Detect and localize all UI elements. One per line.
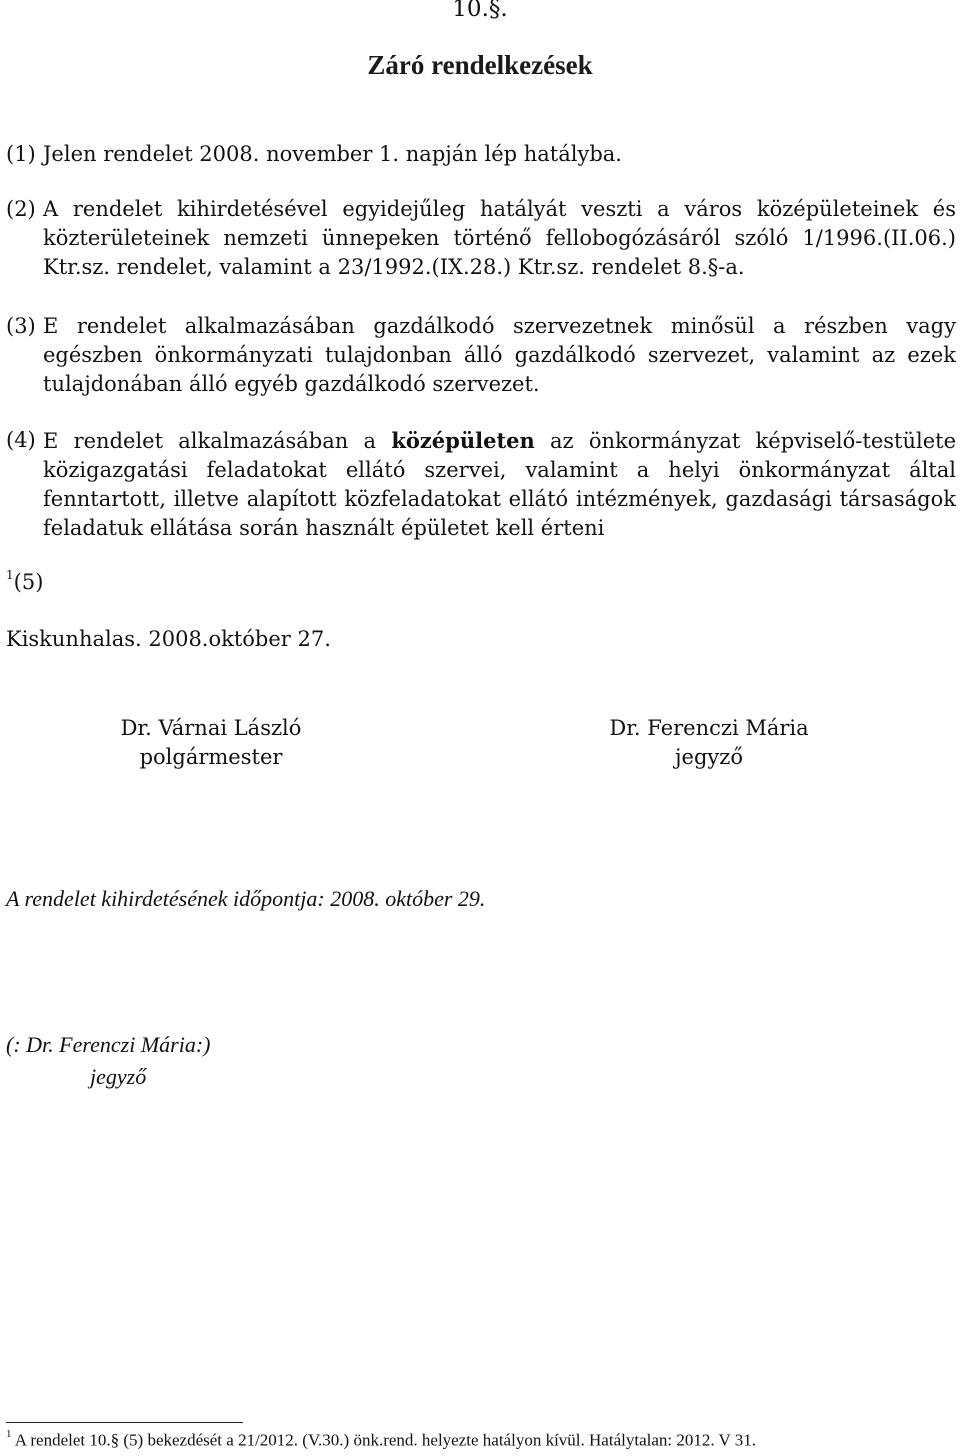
footnote bbox=[6, 1430, 756, 1451]
footnote-marker: 1 bbox=[6, 1428, 12, 1440]
signatory-title: polgármester bbox=[139, 745, 283, 769]
signatory-title: jegyző bbox=[675, 745, 743, 769]
paragraph-number: (4) bbox=[6, 428, 36, 452]
paragraph-4 bbox=[6, 426, 956, 543]
copy-signatory-title: jegyző bbox=[90, 1064, 147, 1089]
defined-term: középületen bbox=[391, 428, 535, 453]
paragraph-number: (2) bbox=[6, 197, 36, 221]
paragraph-number: (5) bbox=[13, 570, 44, 594]
paragraph-text: A rendelet kihirdetésével egyidejűleg hatályát veszti a város középületeinek és közterületeinek nemzeti ünnepeken történő fellobogózásáról szóló 1/1996.(II.06.) Ktr.sz. rendelet, valamint a 23/1992.(IX.28.) Ktr.sz. rendelet 8.§-a. bbox=[43, 197, 956, 279]
paragraph-text: E rendelet alkalmazásában gazdálkodó szervezetnek minősül a részben vagy egészben önkormányzati tulajdonban álló gazdálkodó szervezet, valamint az ezek tulajdonában álló egyéb gazdálkodó szervezet. bbox=[43, 314, 956, 396]
place-and-date: Kiskunhalas. 2008.október 27. bbox=[6, 627, 331, 651]
paragraph-text-after: az önkormányzat képviselő-testülete közigazgatási feladatokat ellátó szervei, valamint a helyi önkormányzat által fenntartott, illetve alapított közfeladatokat ellátó intézmények, gazdasági társaságok feladatuk ellátása során használt épületet kell érteni bbox=[43, 429, 956, 540]
copy-signatory-name: (: Dr. Ferenczi Mária:) bbox=[6, 1032, 211, 1057]
footnote-text: A rendelet 10.§ (5) bekezdését a 21/2012. (V.30.) önk.rend. helyezte hatályon kívül. Hatálytalan: 2012. V 31. bbox=[11, 1430, 757, 1450]
paragraph-text bbox=[43, 426, 956, 543]
paragraph-2 bbox=[6, 195, 956, 282]
paragraph-5 bbox=[6, 570, 43, 594]
paragraph-3 bbox=[6, 312, 956, 399]
section-heading: Záró rendelkezések bbox=[367, 50, 593, 80]
signature-notary bbox=[596, 714, 822, 772]
promulgation-date: A rendelet kihirdetésének időpontja: 2008. október 29. bbox=[6, 886, 486, 911]
paragraph-text-before: E rendelet alkalmazásában a bbox=[43, 429, 392, 453]
paragraph-1 bbox=[6, 140, 956, 169]
paragraph-text: Jelen rendelet 2008. november 1. napján lép hatályba. bbox=[43, 142, 622, 166]
paragraph-number: (1) bbox=[6, 142, 36, 166]
paragraph-number: (3) bbox=[6, 314, 36, 338]
section-number: 10.§. bbox=[452, 0, 508, 22]
footnote-divider bbox=[6, 1422, 243, 1423]
signatory-name: Dr. Várnai László bbox=[120, 716, 302, 740]
signature-mayor bbox=[100, 714, 322, 772]
footnote-marker[interactable]: 1 bbox=[6, 568, 14, 582]
signatory-name: Dr. Ferenczi Mária bbox=[609, 716, 809, 740]
